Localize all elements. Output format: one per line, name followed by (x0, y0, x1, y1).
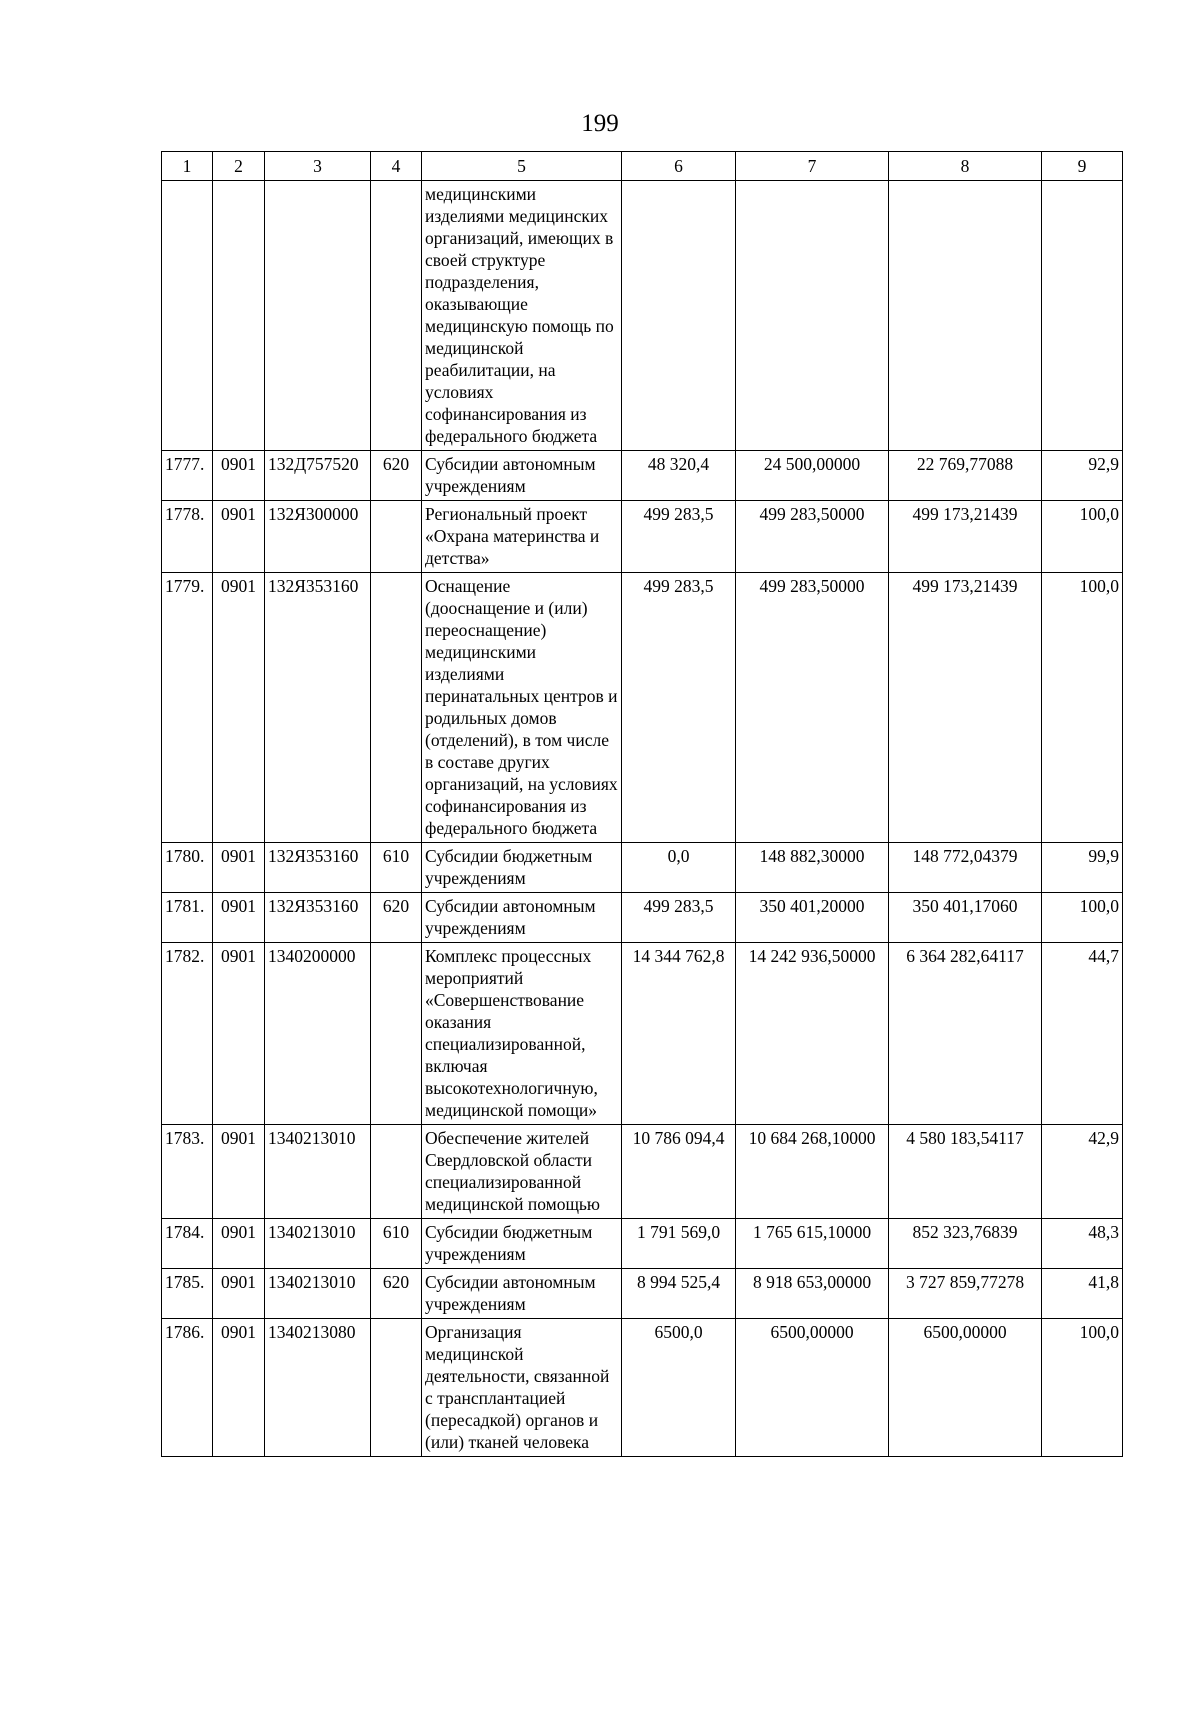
item-name: Субсидии автономным учреждениям (422, 1269, 622, 1319)
value-col-8: 499 173,21439 (889, 573, 1042, 843)
table-row (162, 181, 1123, 451)
table-row (162, 501, 1123, 573)
value-col-8: 3 727 859,77278 (889, 1269, 1042, 1319)
section-code: 0901 (213, 1219, 265, 1269)
expense-type-code (371, 943, 422, 1125)
expense-type-code: 620 (371, 893, 422, 943)
expense-type-code: 620 (371, 1269, 422, 1319)
expense-type-code (371, 181, 422, 451)
item-name: Субсидии бюджетным учреждениям (422, 1219, 622, 1269)
row-number: 1778. (162, 501, 213, 573)
table-row (162, 451, 1123, 501)
value-col-6: 10 786 094,4 (622, 1125, 736, 1219)
column-header: 7 (736, 152, 889, 181)
target-article-code (265, 181, 371, 451)
value-col-9: 41,8 (1042, 1269, 1123, 1319)
section-code: 0901 (213, 843, 265, 893)
row-number: 1782. (162, 943, 213, 1125)
table-row (162, 943, 1123, 1125)
column-header: 2 (213, 152, 265, 181)
target-article-code: 132Я353160 (265, 573, 371, 843)
column-header: 9 (1042, 152, 1123, 181)
column-header: 8 (889, 152, 1042, 181)
value-col-7: 14 242 936,50000 (736, 943, 889, 1125)
expense-type-code: 610 (371, 843, 422, 893)
column-header: 4 (371, 152, 422, 181)
budget-table (161, 151, 1123, 1457)
table-row (162, 573, 1123, 843)
item-name: Оснащение (дооснащение и (или) переоснащение) медицинскими изделиями перинатальных центров и родильных домов (отделений), в том числе в составе других организаций, на условиях софинансирования из федерального бюджета (422, 573, 622, 843)
value-col-8: 6 364 282,64117 (889, 943, 1042, 1125)
value-col-6: 8 994 525,4 (622, 1269, 736, 1319)
target-article-code: 1340213010 (265, 1125, 371, 1219)
value-col-8: 148 772,04379 (889, 843, 1042, 893)
item-name: Субсидии автономным учреждениям (422, 893, 622, 943)
target-article-code: 132Д757520 (265, 451, 371, 501)
page-number: 199 (581, 110, 619, 137)
row-number: 1780. (162, 843, 213, 893)
value-col-6: 0,0 (622, 843, 736, 893)
value-col-8: 4 580 183,54117 (889, 1125, 1042, 1219)
table-row (162, 1269, 1123, 1319)
expense-type-code (371, 501, 422, 573)
value-col-9: 48,3 (1042, 1219, 1123, 1269)
value-col-9: 99,9 (1042, 843, 1123, 893)
table-row (162, 1219, 1123, 1269)
table-row (162, 893, 1123, 943)
target-article-code: 132Я300000 (265, 501, 371, 573)
item-name: Региональный проект «Охрана материнства и детства» (422, 501, 622, 573)
section-code: 0901 (213, 893, 265, 943)
table-row (162, 1125, 1123, 1219)
value-col-7: 10 684 268,10000 (736, 1125, 889, 1219)
value-col-9: 100,0 (1042, 501, 1123, 573)
value-col-7: 8 918 653,00000 (736, 1269, 889, 1319)
table-row (162, 1319, 1123, 1457)
table-row (162, 843, 1123, 893)
header-row (162, 152, 1123, 181)
section-code: 0901 (213, 1319, 265, 1457)
row-number: 1777. (162, 451, 213, 501)
value-col-7: 24 500,00000 (736, 451, 889, 501)
target-article-code: 1340213010 (265, 1269, 371, 1319)
row-number: 1786. (162, 1319, 213, 1457)
value-col-6: 14 344 762,8 (622, 943, 736, 1125)
target-article-code: 1340200000 (265, 943, 371, 1125)
value-col-8 (889, 181, 1042, 451)
row-number: 1785. (162, 1269, 213, 1319)
value-col-9: 100,0 (1042, 573, 1123, 843)
row-number (162, 181, 213, 451)
value-col-7: 499 283,50000 (736, 573, 889, 843)
value-col-7: 148 882,30000 (736, 843, 889, 893)
column-header: 3 (265, 152, 371, 181)
value-col-6: 499 283,5 (622, 501, 736, 573)
item-name: медицинскими изделиями медицинских организаций, имеющих в своей структуре подразделения, оказывающие медицинскую помощь по медицинской реабилитации, на условиях софинансирования из федерального бюджета (422, 181, 622, 451)
value-col-6: 499 283,5 (622, 893, 736, 943)
value-col-7: 499 283,50000 (736, 501, 889, 573)
value-col-9: 92,9 (1042, 451, 1123, 501)
section-code: 0901 (213, 451, 265, 501)
target-article-code: 1340213010 (265, 1219, 371, 1269)
section-code: 0901 (213, 501, 265, 573)
item-name: Комплекс процессных мероприятий «Совершенствование оказания специализированной, включая высокотехнологичную, медицинской помощи» (422, 943, 622, 1125)
target-article-code: 132Я353160 (265, 843, 371, 893)
expense-type-code (371, 1319, 422, 1457)
target-article-code: 1340213080 (265, 1319, 371, 1457)
target-article-code: 132Я353160 (265, 893, 371, 943)
section-code: 0901 (213, 1125, 265, 1219)
section-code: 0901 (213, 943, 265, 1125)
row-number: 1781. (162, 893, 213, 943)
item-name: Обеспечение жителей Свердловской области специализированной медицинской помощью (422, 1125, 622, 1219)
value-col-7 (736, 181, 889, 451)
value-col-8: 499 173,21439 (889, 501, 1042, 573)
value-col-9: 44,7 (1042, 943, 1123, 1125)
value-col-6: 499 283,5 (622, 573, 736, 843)
table-body (162, 181, 1123, 1457)
value-col-6: 1 791 569,0 (622, 1219, 736, 1269)
item-name: Организация медицинской деятельности, связанной с трансплантацией (пересадкой) органов и (или) тканей человека (422, 1319, 622, 1457)
section-code: 0901 (213, 573, 265, 843)
section-code: 0901 (213, 1269, 265, 1319)
expense-type-code (371, 1125, 422, 1219)
section-code (213, 181, 265, 451)
value-col-7: 350 401,20000 (736, 893, 889, 943)
value-col-9: 100,0 (1042, 1319, 1123, 1457)
column-header: 6 (622, 152, 736, 181)
value-col-9 (1042, 181, 1123, 451)
item-name: Субсидии автономным учреждениям (422, 451, 622, 501)
value-col-9: 42,9 (1042, 1125, 1123, 1219)
value-col-7: 1 765 615,10000 (736, 1219, 889, 1269)
column-header: 5 (422, 152, 622, 181)
row-number: 1783. (162, 1125, 213, 1219)
value-col-9: 100,0 (1042, 893, 1123, 943)
value-col-7: 6500,00000 (736, 1319, 889, 1457)
row-number: 1779. (162, 573, 213, 843)
value-col-8: 852 323,76839 (889, 1219, 1042, 1269)
row-number: 1784. (162, 1219, 213, 1269)
expense-type-code: 620 (371, 451, 422, 501)
expense-type-code (371, 573, 422, 843)
value-col-8: 22 769,77088 (889, 451, 1042, 501)
value-col-6: 48 320,4 (622, 451, 736, 501)
value-col-6 (622, 181, 736, 451)
expense-type-code: 610 (371, 1219, 422, 1269)
value-col-6: 6500,0 (622, 1319, 736, 1457)
value-col-8: 6500,00000 (889, 1319, 1042, 1457)
item-name: Субсидии бюджетным учреждениям (422, 843, 622, 893)
column-header: 1 (162, 152, 213, 181)
value-col-8: 350 401,17060 (889, 893, 1042, 943)
